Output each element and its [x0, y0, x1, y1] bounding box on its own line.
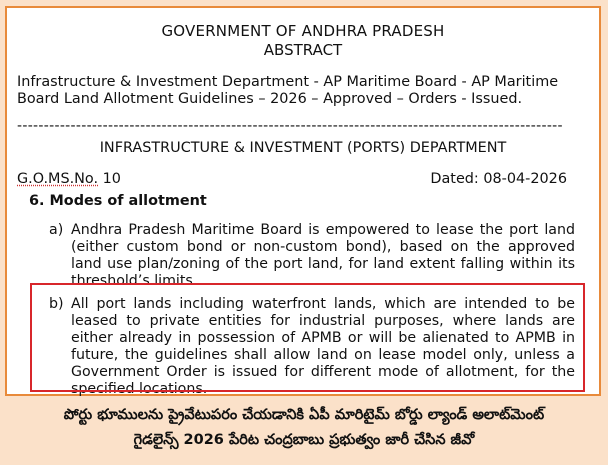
go-prefix: G.O.MS.No. — [17, 171, 99, 187]
paragraph-a — [49, 222, 575, 290]
subject-line-1: Infrastructure & Investment Department - AP Maritime Board - AP Maritime — [17, 74, 559, 90]
separator-line: ------------------------------------------------------------------------------------------------------ — [17, 118, 563, 134]
go-number — [17, 171, 121, 187]
abstract-title: ABSTRACT — [263, 41, 343, 59]
government-title: GOVERNMENT OF ANDHRA PRADESH — [161, 22, 445, 40]
subject-text — [17, 74, 591, 108]
department-title: INFRASTRUCTURE & INVESTMENT (PORTS) DEPARTMENT — [99, 140, 507, 156]
go-date: Dated: 08-04-2026 — [430, 171, 567, 187]
paragraph-b-marker: b) — [49, 296, 64, 312]
paragraph-b-text: All port lands including waterfront lands, which are intended to be leased to private entities for industrial purposes, where lands are either already in possession of APMB or will be alienated to APMB in future, the guidelines shall allow land on lease model only, unless a Government Order is issued for different mode of allotment, for the specified locations. — [71, 296, 575, 397]
paragraph-a-marker: a) — [49, 222, 64, 238]
paragraph-b — [49, 296, 575, 398]
section-heading: 6. Modes of allotment — [29, 193, 207, 209]
caption-line-1: పోర్టు భూములను ప్రైవేటుపరం చేయడానికి ఏపీ మారిటైమ్ బోర్డు ల్యాండ్ అలాట్‌మెంట్ — [63, 407, 545, 423]
paragraph-a-text: Andhra Pradesh Maritime Board is empowered to lease the port land (either custom bond or non-custom bond), based on the approved land use plan/zoning of the port land, for land extent falling within its threshold’s limits. — [71, 222, 575, 289]
go-document — [5, 6, 601, 396]
go-number-value: 10 — [102, 171, 121, 187]
subject-line-2: Board Land Allotment Guidelines – 2026 – Approved – Orders - Issued. — [17, 91, 523, 107]
caption-line-2: గైడలైన్స్ 2026 పేరిట చంద్రబాబు ప్రభుత్వం జారీ చేసిన జీవో — [133, 432, 475, 448]
